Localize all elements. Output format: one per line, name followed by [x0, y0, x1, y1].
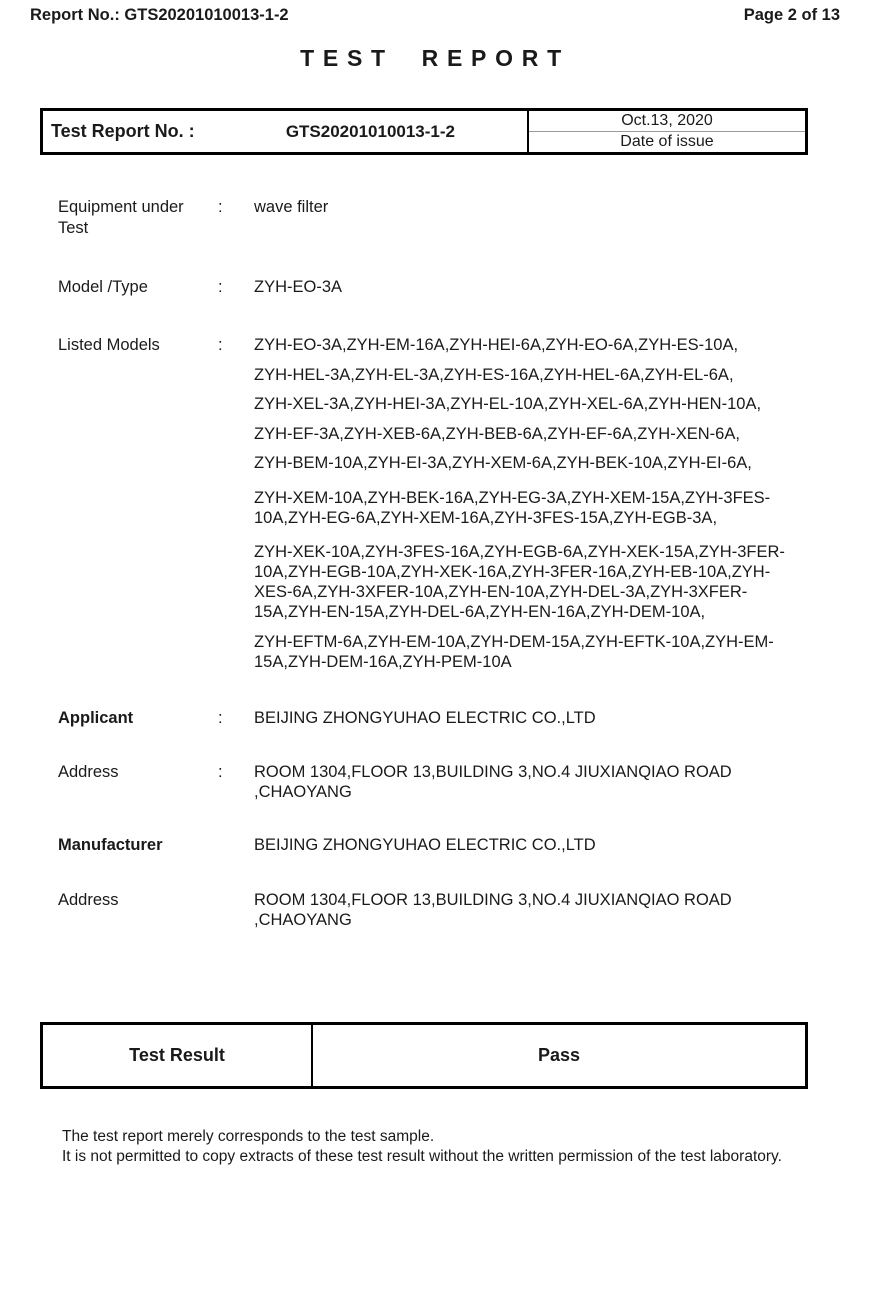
- field-row-listed-models: [58, 335, 834, 681]
- listed-models-group: ZYH-HEL-3A,ZYH-EL-3A,ZYH-ES-16A,ZYH-HEL-6A,ZYH-EL-6A,: [254, 365, 734, 384]
- listed-models-group: ZYH-BEM-10A,ZYH-EI-3A,ZYH-XEM-6A,ZYH-BEK-10A,ZYH-EI-6A,: [254, 454, 752, 472]
- field-row-manufacturer: [58, 835, 834, 856]
- model-colon: :: [218, 278, 223, 296]
- equipment-colon: :: [218, 198, 223, 216]
- report-number-cell: [43, 111, 527, 152]
- issue-date-cell: [527, 111, 805, 152]
- model-label: Model /Type: [58, 278, 148, 296]
- manufacturer-value: BEIJING ZHONGYUHAO ELECTRIC CO.,LTD: [254, 836, 596, 854]
- listed-models-group: ZYH-EF-3A,ZYH-XEB-6A,ZYH-BEB-6A,ZYH-EF-6A,ZYH-XEN-6A,: [254, 424, 740, 443]
- listed-models-group: ZYH-XEL-3A,ZYH-HEI-3A,ZYH-EL-10A,ZYH-XEL-6A,ZYH-HEN-10A,: [254, 395, 762, 413]
- applicant-address-value: ROOM 1304,FLOOR 13,BUILDING 3,NO.4 JIUXIANQIAO ROAD ,CHAOYANG: [254, 763, 732, 801]
- listed-models-value: [254, 335, 799, 681]
- field-row-model: [58, 277, 834, 298]
- equipment-value: wave filter: [254, 198, 329, 216]
- test-result-table: [40, 1022, 808, 1089]
- issue-date-caption: Date of issue: [620, 133, 714, 150]
- listed-models-colon: :: [218, 336, 223, 354]
- applicant-label: Applicant: [58, 709, 134, 727]
- test-result-value-cell: Pass: [537, 1045, 581, 1065]
- applicant-colon: :: [218, 709, 223, 727]
- page-title: TEST REPORT: [300, 45, 570, 71]
- manufacturer-address-colon: [218, 890, 254, 930]
- header-page-number: Page 2 of 13: [743, 6, 840, 24]
- manufacturer-colon: [218, 835, 254, 856]
- footer-disclaimer: [62, 1127, 840, 1167]
- listed-models-group: ZYH-XEK-10A,ZYH-3FES-16A,ZYH-EGB-6A,ZYH-XEK-15A,ZYH-3FER-10A,ZYH-EGB-10A,ZYH-XEK-16A,ZYH-3FER-16A,ZYH-EB-10A,ZYH-XES-6A,ZYH-3XFER-10A,ZYH-EN-10A,ZYH-DEL-3A,ZYH-3XFER-15A,ZYH-EN-15A,ZYH-DEL-6A,ZYH-EN-16A,ZYH-DEM-10A,: [254, 543, 785, 621]
- field-row-applicant-address: [58, 762, 834, 802]
- listed-models-label: Listed Models: [58, 336, 160, 354]
- listed-models-group: ZYH-EFTM-6A,ZYH-EM-10A,ZYH-DEM-15A,ZYH-EFTK-10A,ZYH-EM-15A,ZYH-DEM-16A,ZYH-PEM-10A: [254, 632, 774, 671]
- applicant-address-colon: :: [218, 763, 223, 781]
- test-result-label-cell: Test Result: [43, 1025, 313, 1086]
- report-number-value: GTS20201010013-1-2: [285, 121, 455, 141]
- manufacturer-address-value: ROOM 1304,FLOOR 13,BUILDING 3,NO.4 JIUXIANQIAO ROAD ,CHAOYANG: [254, 891, 732, 929]
- applicant-address-label: Address: [58, 763, 119, 781]
- listed-models-group: ZYH-XEM-10A,ZYH-BEK-16A,ZYH-EG-3A,ZYH-XEM-15A,ZYH-3FES-10A,ZYH-EG-6A,ZYH-XEM-16A,ZYH-3FES-15A,ZYH-EGB-3A,: [254, 488, 771, 527]
- report-number-label: Test Report No. :: [51, 121, 195, 141]
- footer-line-2: It is not permitted to copy extracts of these test result without the written permission of the test laboratory.: [62, 1148, 782, 1165]
- applicant-value: BEIJING ZHONGYUHAO ELECTRIC CO.,LTD: [254, 709, 596, 727]
- equipment-label: Equipment under Test: [58, 198, 184, 237]
- issue-date-value: Oct.13, 2020: [529, 111, 805, 132]
- footer-line-1: The test report merely corresponds to the test sample.: [62, 1128, 435, 1145]
- field-row-equipment: [58, 197, 834, 239]
- field-row-applicant: [58, 708, 834, 729]
- manufacturer-address-label: Address: [58, 891, 119, 909]
- field-row-manufacturer-address: [58, 890, 834, 930]
- listed-models-group: ZYH-EO-3A,ZYH-EM-16A,ZYH-HEI-6A,ZYH-EO-6A,ZYH-ES-10A,: [254, 336, 739, 354]
- header-report-number: Report No.: GTS20201010013-1-2: [30, 6, 289, 24]
- manufacturer-label: Manufacturer: [58, 836, 163, 854]
- fields-section: [58, 197, 834, 930]
- model-value: ZYH-EO-3A: [254, 278, 343, 296]
- report-number-table: [40, 108, 808, 155]
- page-header: [30, 6, 840, 24]
